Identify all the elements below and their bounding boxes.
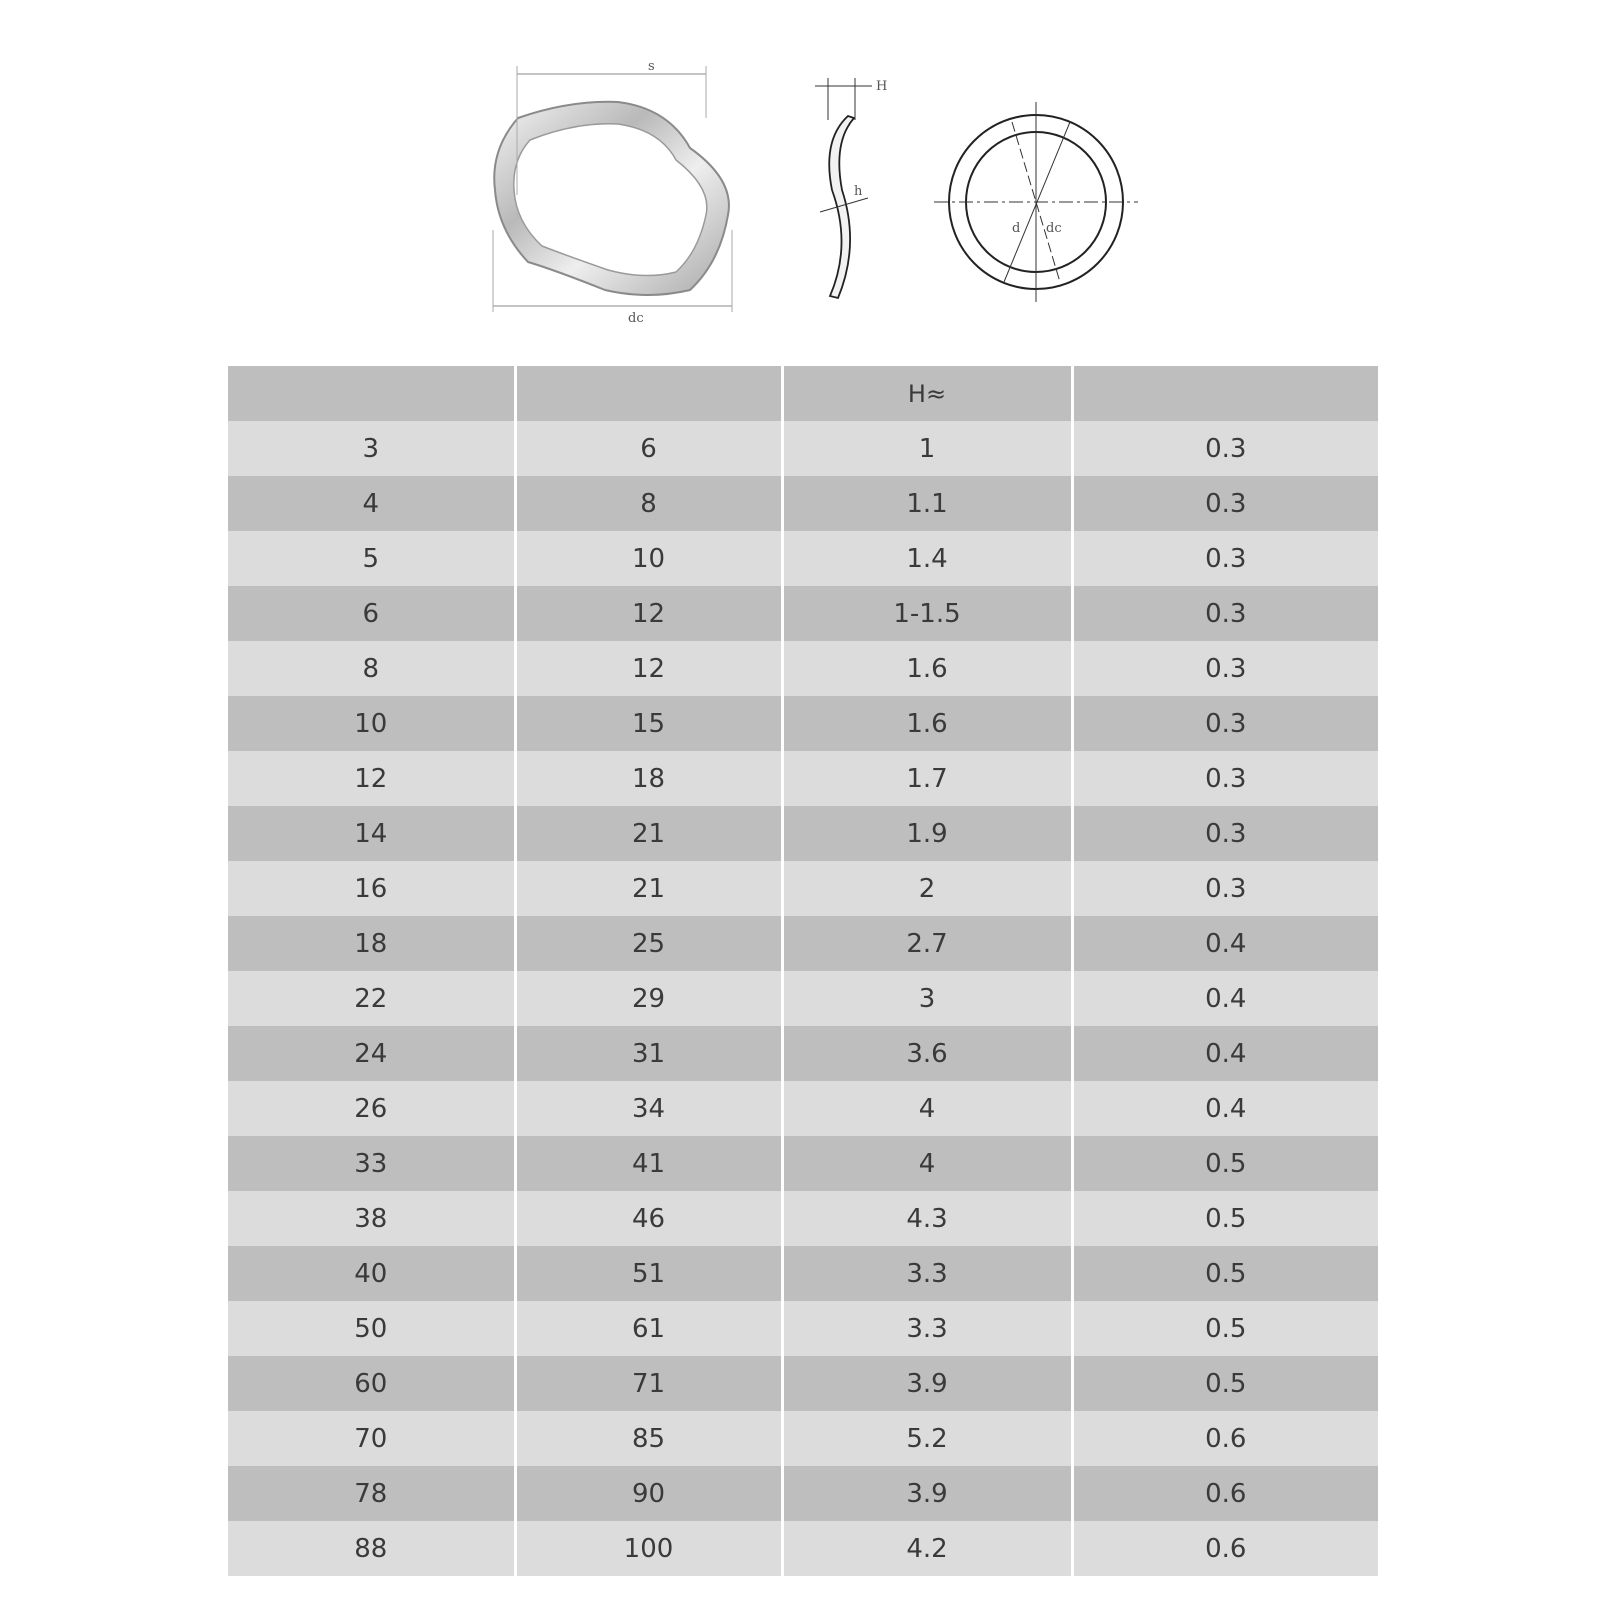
- table-cell: 5.2: [782, 1411, 1072, 1466]
- table-cell: 46: [515, 1191, 782, 1246]
- table-cell: 61: [515, 1301, 782, 1356]
- table-cell: 0.6: [1072, 1466, 1378, 1521]
- table-cell: 5: [228, 531, 515, 586]
- table-row: [228, 861, 1378, 916]
- table-row: [228, 1191, 1378, 1246]
- table-header-row: [228, 366, 1378, 421]
- table-row: [228, 1466, 1378, 1521]
- table-cell: 10: [228, 696, 515, 751]
- table-row: [228, 1301, 1378, 1356]
- table-cell: 0.4: [1072, 1081, 1378, 1136]
- table-cell: 50: [228, 1301, 515, 1356]
- label-dc-ring: dc: [1046, 221, 1062, 236]
- table-cell: 8: [228, 641, 515, 696]
- table-cell: 0.3: [1072, 641, 1378, 696]
- table-cell: 0.5: [1072, 1191, 1378, 1246]
- label-d: d: [1012, 221, 1021, 236]
- table-row: [228, 1521, 1378, 1576]
- table-cell: 0.3: [1072, 751, 1378, 806]
- table-cell: 2.7: [782, 916, 1072, 971]
- table-cell: 21: [515, 861, 782, 916]
- table-row: [228, 476, 1378, 531]
- ring-top-view-drawing: [934, 102, 1138, 302]
- table-cell: 24: [228, 1026, 515, 1081]
- table-cell: 12: [515, 586, 782, 641]
- table-row: [228, 531, 1378, 586]
- wave-washer-photo: [494, 102, 729, 295]
- table-row: [228, 421, 1378, 476]
- table-cell: 85: [515, 1411, 782, 1466]
- technical-drawings: [0, 0, 1600, 340]
- table-cell: 0.4: [1072, 971, 1378, 1026]
- table-cell: 10: [515, 531, 782, 586]
- table-cell: 0.5: [1072, 1301, 1378, 1356]
- table-cell: 2: [782, 861, 1072, 916]
- drawings-svg: [0, 0, 1600, 340]
- table-cell: 0.3: [1072, 696, 1378, 751]
- label-dc-bottom: dc: [628, 311, 644, 326]
- table-row: [228, 751, 1378, 806]
- table-cell: 3.9: [782, 1356, 1072, 1411]
- table-cell: 33: [228, 1136, 515, 1191]
- table-cell: 29: [515, 971, 782, 1026]
- table-row: [228, 1411, 1378, 1466]
- spec-table-body: [228, 366, 1378, 1576]
- table-cell: 88: [228, 1521, 515, 1576]
- table-cell: 0.3: [1072, 421, 1378, 476]
- table-row: [228, 696, 1378, 751]
- table-cell: 8: [515, 476, 782, 531]
- table-row: [228, 971, 1378, 1026]
- table-cell: 3.3: [782, 1246, 1072, 1301]
- table-cell: 0.4: [1072, 1026, 1378, 1081]
- table-cell: 1: [782, 421, 1072, 476]
- table-cell: 0.3: [1072, 476, 1378, 531]
- table-cell: 0.3: [1072, 531, 1378, 586]
- table-cell: 22: [228, 971, 515, 1026]
- table-cell: 0.3: [1072, 586, 1378, 641]
- table-cell: 0.4: [1072, 916, 1378, 971]
- table-cell: 0.3: [1072, 861, 1378, 916]
- table-row: [228, 586, 1378, 641]
- table-row: [228, 1081, 1378, 1136]
- table-row: [228, 1246, 1378, 1301]
- table-cell: 14: [228, 806, 515, 861]
- table-cell: 1.9: [782, 806, 1072, 861]
- table-cell: 0.6: [1072, 1521, 1378, 1576]
- table-cell: 16: [228, 861, 515, 916]
- table-cell: 34: [515, 1081, 782, 1136]
- table-cell: 31: [515, 1026, 782, 1081]
- table-cell: 12: [515, 641, 782, 696]
- table-cell: 0.5: [1072, 1136, 1378, 1191]
- table-row: [228, 806, 1378, 861]
- table-row: [228, 1136, 1378, 1191]
- header-cell: [228, 366, 515, 421]
- table-cell: 1-1.5: [782, 586, 1072, 641]
- table-cell: 3.6: [782, 1026, 1072, 1081]
- header-cell: [1072, 366, 1378, 421]
- table-cell: 26: [228, 1081, 515, 1136]
- side-profile-drawing: [815, 78, 887, 298]
- table-cell: 12: [228, 751, 515, 806]
- table-cell: 18: [515, 751, 782, 806]
- table-cell: 0.5: [1072, 1246, 1378, 1301]
- table-cell: 3.9: [782, 1466, 1072, 1521]
- table-cell: 4: [228, 476, 515, 531]
- table-cell: 40: [228, 1246, 515, 1301]
- table-cell: 4.3: [782, 1191, 1072, 1246]
- table-cell: 0.5: [1072, 1356, 1378, 1411]
- spec-table: [228, 366, 1378, 1576]
- label-s: s: [648, 59, 655, 74]
- table-cell: 51: [515, 1246, 782, 1301]
- spec-table-container: [228, 366, 1378, 1576]
- table-cell: 1.7: [782, 751, 1072, 806]
- table-cell: 15: [515, 696, 782, 751]
- table-cell: 4: [782, 1081, 1072, 1136]
- label-h: h: [854, 184, 863, 199]
- table-cell: 1.1: [782, 476, 1072, 531]
- table-cell: 1.6: [782, 641, 1072, 696]
- table-cell: 1.4: [782, 531, 1072, 586]
- table-cell: 100: [515, 1521, 782, 1576]
- table-row: [228, 641, 1378, 696]
- table-cell: 71: [515, 1356, 782, 1411]
- header-cell: [515, 366, 782, 421]
- table-cell: 1.6: [782, 696, 1072, 751]
- table-cell: 3: [782, 971, 1072, 1026]
- table-cell: 21: [515, 806, 782, 861]
- table-cell: 3: [228, 421, 515, 476]
- table-cell: 0.6: [1072, 1411, 1378, 1466]
- table-row: [228, 1026, 1378, 1081]
- table-cell: 3.3: [782, 1301, 1072, 1356]
- table-cell: 4.2: [782, 1521, 1072, 1576]
- table-cell: 6: [228, 586, 515, 641]
- table-cell: 18: [228, 916, 515, 971]
- table-row: [228, 916, 1378, 971]
- table-cell: 70: [228, 1411, 515, 1466]
- table-cell: 38: [228, 1191, 515, 1246]
- label-H: H: [876, 79, 888, 94]
- table-cell: 60: [228, 1356, 515, 1411]
- table-cell: 78: [228, 1466, 515, 1521]
- table-cell: 90: [515, 1466, 782, 1521]
- table-cell: 0.3: [1072, 806, 1378, 861]
- table-cell: 25: [515, 916, 782, 971]
- header-cell: H≈: [782, 366, 1072, 421]
- table-cell: 6: [515, 421, 782, 476]
- table-row: [228, 1356, 1378, 1411]
- table-cell: 4: [782, 1136, 1072, 1191]
- table-cell: 41: [515, 1136, 782, 1191]
